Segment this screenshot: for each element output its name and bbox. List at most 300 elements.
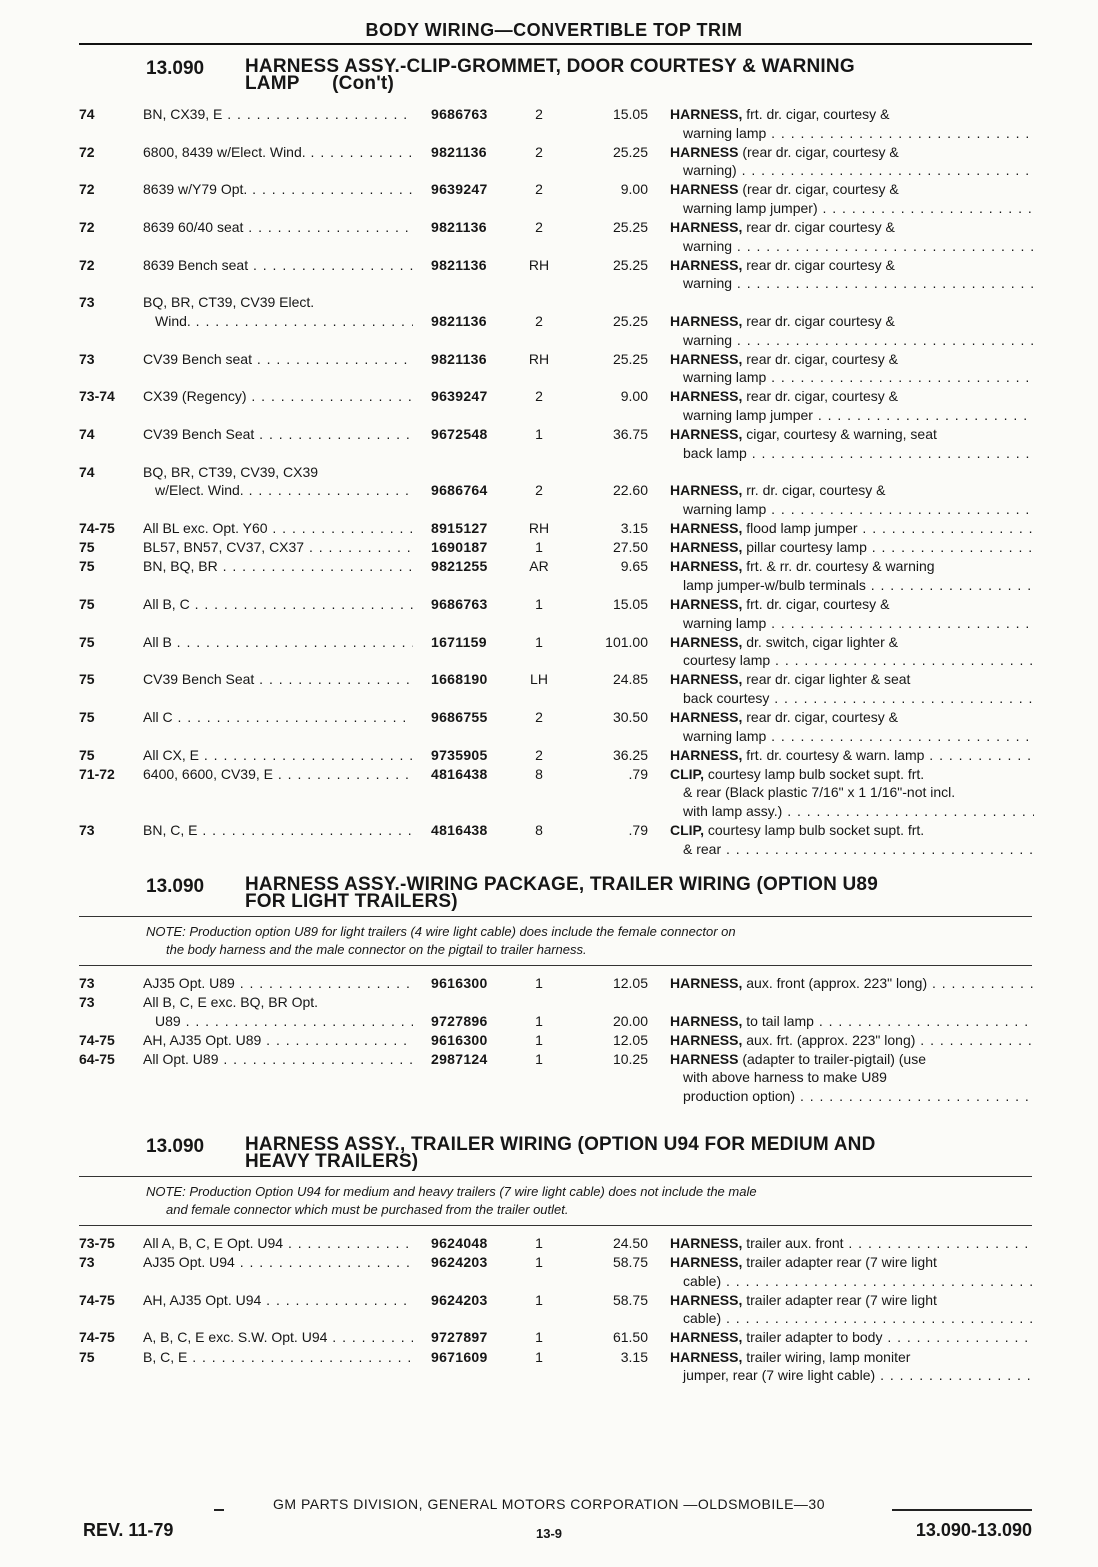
description-cell	[670, 821, 1034, 858]
model-text: CV39 Bench Seat . . .	[143, 425, 413, 444]
description-text: warning lamp	[683, 727, 767, 744]
description-cell	[670, 557, 1034, 594]
description-text: warning	[683, 275, 733, 292]
model-cell	[143, 519, 413, 538]
model-cell	[143, 746, 413, 765]
section-header	[0, 58, 1098, 98]
price-cell: 15.05	[612, 595, 648, 612]
description-keyword: HARNESS,	[670, 709, 743, 726]
model-cell	[143, 1253, 413, 1272]
model-cell	[143, 218, 413, 237]
description-text: rr. dr. cigar, courtesy &	[742, 482, 886, 499]
table-row	[0, 1328, 1098, 1347]
year-cell: 73-74	[79, 388, 115, 405]
price-cell: 20.00	[612, 1012, 648, 1029]
description-cell	[670, 1328, 1034, 1347]
description-keyword: HARNESS,	[670, 1012, 743, 1029]
description-keyword: HARNESS,	[670, 1235, 743, 1251]
table-row	[0, 595, 1098, 633]
part-number-cell: 9624203	[431, 1291, 488, 1308]
model-text: BN, BQ, BR . . .	[143, 557, 413, 576]
description-text: production option)	[683, 1088, 796, 1105]
model-text: w/Elect. Wind. . . .	[143, 481, 413, 500]
section-title-line: HEAVY TRAILERS)	[245, 1151, 419, 1172]
description-text: cigar, courtesy & warning, seat	[742, 426, 937, 443]
table-row	[0, 708, 1098, 746]
price-cell: 36.75	[612, 426, 648, 443]
model-cell	[143, 974, 413, 993]
model-text: BL57, BN57, CV37, CX37 . . .	[143, 538, 413, 557]
quantity-cell: 1	[535, 1291, 543, 1308]
price-cell: 58.75	[612, 1291, 648, 1308]
model-cell	[143, 595, 413, 614]
price-cell: 61.50	[612, 1329, 648, 1346]
section-title	[245, 876, 1025, 910]
description-cell	[670, 519, 1034, 538]
description-keyword: HARNESS,	[670, 633, 743, 650]
description-text: trailer adapter rear (7 wire light	[742, 1254, 937, 1271]
part-number-cell: 1671159	[431, 633, 487, 650]
description-text: & rear (Black plastic 7/16" x 1 1/16"-not incl.	[683, 784, 956, 801]
description-keyword: HARNESS,	[670, 539, 743, 556]
description-line	[670, 1031, 1034, 1050]
part-number-cell: 9686763	[431, 106, 488, 122]
description-line	[670, 1272, 1034, 1291]
year-cell: 74-75	[79, 1031, 115, 1048]
year-cell: 71-72	[79, 765, 115, 782]
part-number-cell: 9616300	[431, 975, 488, 991]
description-line	[670, 1050, 1034, 1069]
section-title-line: LAMP (Con't)	[245, 73, 394, 94]
description-text: aux. frt. (approx. 223" long)	[742, 1031, 916, 1048]
model-text: AJ35 Opt. U89 . . .	[143, 974, 413, 993]
description-cell	[670, 1031, 1034, 1050]
parts-table	[0, 974, 1098, 1106]
quantity-cell: 2	[535, 746, 543, 763]
description-cell	[670, 350, 1034, 387]
description-text: warning lamp	[683, 124, 767, 141]
description-keyword: HARNESS,	[670, 558, 743, 575]
description-keyword: HARNESS	[670, 181, 739, 198]
model-cell	[143, 105, 413, 124]
year-cell: 73	[79, 975, 95, 991]
description-text: warning	[683, 331, 733, 348]
quantity-cell: RH	[528, 256, 550, 273]
description-text: (adapter to trailer-pigtail) (use	[738, 1050, 926, 1067]
description-line	[670, 105, 1034, 124]
description-text: frt. dr. cigar, courtesy &	[742, 106, 890, 122]
model-text: CV39 Bench seat . . .	[143, 350, 413, 369]
section-title	[245, 58, 1025, 92]
model-text: B, C, E . . .	[143, 1348, 413, 1367]
table-row	[0, 218, 1098, 256]
year-cell: 72	[79, 181, 95, 198]
description-line	[670, 1087, 1034, 1106]
description-text: rear dr. cigar courtesy &	[742, 256, 895, 273]
quantity-cell: 1	[535, 426, 543, 443]
description-line	[670, 444, 1034, 463]
table-row	[0, 350, 1098, 388]
description-keyword: HARNESS,	[670, 520, 743, 537]
description-cell	[670, 312, 1034, 349]
description-line	[670, 1309, 1034, 1328]
description-cell	[670, 218, 1034, 255]
description-text: rear dr. cigar, courtesy &	[742, 388, 898, 405]
description-cell	[670, 387, 1034, 424]
model-text: BQ, BR, CT39, CV39 Elect.	[143, 294, 315, 311]
title-rule	[79, 43, 1032, 45]
quantity-cell: 1	[535, 1031, 543, 1048]
description-cell	[670, 1234, 1034, 1253]
model-text: Wind. . . .	[143, 312, 413, 331]
description-line	[670, 199, 1034, 218]
model-cell	[143, 463, 413, 500]
part-number-cell: 9821136	[431, 219, 487, 236]
description-cell	[670, 180, 1034, 217]
year-cell: 75	[79, 633, 95, 650]
model-text: 8639 60/40 seat . . .	[143, 218, 413, 237]
description-keyword: HARNESS,	[670, 350, 743, 367]
description-cell	[670, 105, 1034, 142]
table-row	[0, 538, 1098, 557]
quantity-cell: 1	[535, 539, 543, 556]
price-cell: 27.50	[612, 539, 648, 556]
part-number-cell: 9672548	[431, 426, 488, 443]
description-text: rear dr. cigar, courtesy &	[742, 350, 898, 367]
section-number: 13.090	[146, 1136, 205, 1157]
description-cell	[670, 765, 1034, 821]
quantity-cell: RH	[528, 520, 550, 537]
description-keyword: HARNESS,	[670, 975, 743, 991]
part-number-cell: 9671609	[431, 1348, 488, 1365]
year-cell: 74	[79, 426, 95, 443]
table-row	[0, 765, 1098, 821]
description-text: (rear dr. cigar, courtesy &	[738, 181, 899, 198]
description-keyword: HARNESS,	[670, 256, 743, 273]
quantity-cell: 2	[535, 482, 543, 499]
price-cell: 15.05	[612, 106, 648, 122]
footer-page-number: 13-9	[535, 1526, 563, 1541]
section-title-line: HARNESS ASSY., TRAILER WIRING (OPTION U94 FOR MEDIUM AND	[245, 1134, 876, 1155]
description-line	[670, 1366, 1034, 1385]
model-text: 8639 w/Y79 Opt. . . .	[143, 180, 413, 199]
description-keyword: HARNESS,	[670, 1254, 743, 1271]
description-keyword: HARNESS,	[670, 1329, 743, 1346]
description-text: (rear dr. cigar, courtesy &	[738, 143, 899, 160]
model-cell	[143, 557, 413, 576]
description-cell	[670, 256, 1034, 293]
quantity-cell: 1	[535, 1050, 543, 1067]
quantity-cell: 2	[535, 219, 543, 236]
table-row	[0, 974, 1098, 993]
part-number-cell: 9821255	[431, 558, 488, 575]
description-line	[670, 350, 1034, 369]
table-row	[0, 746, 1098, 765]
year-cell: 75	[79, 595, 95, 612]
quantity-cell: RH	[528, 350, 550, 367]
quantity-cell: 1	[535, 1254, 543, 1271]
price-cell: 25.25	[612, 350, 648, 367]
description-keyword: HARNESS,	[670, 1348, 743, 1365]
section-header	[0, 876, 1098, 916]
price-cell: 9.00	[620, 181, 648, 198]
description-cell	[670, 143, 1034, 180]
year-cell: 75	[79, 558, 95, 575]
description-line	[670, 143, 1034, 162]
description-text: trailer adapter rear (7 wire light	[742, 1291, 937, 1308]
part-number-cell: 4816438	[431, 822, 488, 839]
description-keyword: HARNESS,	[670, 219, 743, 236]
description-keyword: CLIP,	[670, 765, 704, 782]
year-cell: 73	[79, 822, 95, 839]
model-cell	[143, 425, 413, 444]
description-line	[670, 633, 1034, 652]
model-text: A, B, C, E exc. S.W. Opt. U94 . . .	[143, 1328, 413, 1347]
quantity-cell: 8	[535, 765, 543, 782]
description-line	[670, 1328, 1034, 1347]
part-number-cell: 9639247	[431, 388, 488, 405]
price-cell: 25.25	[612, 143, 648, 160]
model-cell	[143, 765, 413, 784]
year-cell: 64-75	[79, 1050, 115, 1067]
description-line	[670, 237, 1034, 256]
description-cell	[670, 425, 1034, 462]
parts-table	[0, 105, 1098, 859]
table-row	[0, 1291, 1098, 1329]
part-number-cell: 9821136	[431, 350, 487, 367]
table-row	[0, 1348, 1098, 1386]
description-text: frt. dr. cigar, courtesy &	[742, 595, 890, 612]
model-cell	[143, 293, 413, 330]
part-number-cell: 9686764	[431, 482, 488, 499]
description-keyword: HARNESS,	[670, 388, 743, 405]
price-cell: 36.25	[612, 746, 648, 763]
description-keyword: HARNESS,	[670, 106, 743, 122]
year-cell: 73-75	[79, 1235, 115, 1251]
model-cell	[143, 1050, 413, 1069]
parts-section	[0, 876, 1098, 1106]
footer-corporation: GM PARTS DIVISION, GENERAL MOTORS CORPORATION —OLDSMOBILE—30	[273, 1496, 825, 1512]
model-text: All C . . .	[143, 708, 413, 727]
quantity-cell: 1	[535, 975, 543, 991]
section-title-line: FOR LIGHT TRAILERS)	[245, 891, 458, 912]
description-text: warning lamp	[683, 614, 767, 631]
description-line	[670, 595, 1034, 614]
model-cell	[143, 1291, 413, 1310]
table-row	[0, 557, 1098, 595]
year-cell: 75	[79, 671, 95, 688]
table-row	[0, 180, 1098, 218]
description-line	[670, 557, 1034, 576]
description-text: with above harness to make U89	[683, 1069, 887, 1086]
description-line	[670, 161, 1034, 180]
description-text: warning lamp	[683, 369, 767, 386]
page-title: BODY WIRING—CONVERTIBLE TOP TRIM	[365, 20, 743, 40]
quantity-cell: 1	[535, 595, 543, 612]
description-line	[670, 670, 1034, 689]
description-line	[670, 614, 1034, 633]
note-line: and female connector which must be purchased from the trailer outlet.	[166, 1202, 569, 1217]
description-line	[670, 256, 1034, 275]
price-cell: 101.00	[605, 633, 648, 650]
parts-section	[0, 1136, 1098, 1385]
section-number: 13.090	[146, 876, 205, 897]
description-text: warning lamp	[683, 500, 767, 517]
description-keyword: HARNESS,	[670, 426, 743, 443]
quantity-cell: 2	[535, 106, 543, 122]
part-number-cell: 9821136	[431, 143, 487, 160]
description-line	[670, 180, 1034, 199]
description-line	[670, 802, 1034, 821]
price-cell: 3.15	[620, 1348, 648, 1365]
price-cell: 10.25	[612, 1050, 648, 1067]
model-text: All B, C . . .	[143, 595, 413, 614]
description-cell	[670, 746, 1034, 765]
table-row	[0, 1253, 1098, 1291]
description-keyword: HARNESS,	[670, 746, 743, 763]
table-row	[0, 519, 1098, 538]
table-row	[0, 1234, 1098, 1253]
description-cell	[670, 670, 1034, 707]
description-text: warning lamp jumper	[683, 407, 813, 424]
description-text: aux. front (approx. 223" long)	[742, 975, 928, 991]
table-row	[0, 821, 1098, 859]
description-line	[670, 331, 1034, 350]
description-line	[670, 708, 1034, 727]
description-text: flood lamp jumper	[742, 520, 858, 537]
part-number-cell: 4816438	[431, 765, 488, 782]
description-keyword: HARNESS	[670, 143, 739, 160]
model-cell	[143, 538, 413, 557]
section-note	[79, 1176, 1032, 1226]
description-line	[670, 783, 1034, 802]
description-cell	[670, 481, 1034, 518]
model-cell	[143, 1031, 413, 1050]
description-text: warning lamp jumper)	[683, 199, 818, 216]
description-text: dr. switch, cigar lighter &	[742, 633, 898, 650]
description-cell	[670, 538, 1034, 557]
table-row	[0, 633, 1098, 671]
model-text: CV39 Bench Seat . . .	[143, 670, 413, 689]
model-text: 8639 Bench seat . . .	[143, 256, 413, 275]
section-number: 13.090	[146, 58, 205, 79]
model-cell	[143, 633, 413, 652]
note-line: NOTE: Production option U89 for light trailers (4 wire light cable) does include the female connector on	[146, 924, 736, 939]
model-cell	[143, 670, 413, 689]
price-cell: 12.05	[612, 1031, 648, 1048]
price-cell: 30.50	[612, 709, 648, 726]
description-line	[670, 974, 1034, 993]
description-line	[670, 840, 1034, 859]
description-cell	[670, 708, 1034, 745]
description-text: rear dr. cigar courtesy &	[742, 313, 895, 330]
description-line	[670, 124, 1034, 143]
price-cell: .79	[628, 765, 648, 782]
model-cell	[143, 1348, 413, 1367]
part-number-cell: 9624203	[431, 1254, 488, 1271]
year-cell: 75	[79, 709, 95, 726]
model-cell	[143, 143, 413, 162]
year-cell: 73	[79, 1254, 95, 1271]
description-keyword: HARNESS,	[670, 1291, 743, 1308]
price-cell: 3.15	[620, 520, 648, 537]
model-cell	[143, 387, 413, 406]
section-title	[245, 1136, 1025, 1170]
model-text: BQ, BR, CT39, CV39, CX39	[143, 463, 319, 480]
year-cell: 75	[79, 1348, 95, 1365]
model-text: All BL exc. Opt. Y60 . . .	[143, 519, 413, 538]
model-text: All Opt. U89 . . .	[143, 1050, 413, 1069]
description-text: back courtesy	[683, 689, 770, 706]
model-cell	[143, 1328, 413, 1347]
part-number-cell: 9686755	[431, 709, 488, 726]
description-line	[670, 1348, 1034, 1367]
description-line	[670, 312, 1034, 331]
year-cell: 75	[79, 539, 95, 556]
price-cell: 24.50	[612, 1235, 648, 1251]
year-cell: 73	[79, 350, 95, 367]
description-text: courtesy lamp	[683, 652, 771, 669]
description-line	[670, 274, 1034, 293]
description-text: frt. & rr. dr. courtesy & warning	[742, 558, 935, 575]
table-row	[0, 670, 1098, 708]
section-title-line: HARNESS ASSY.-WIRING PACKAGE, TRAILER WIRING (OPTION U89	[245, 874, 878, 895]
description-text: courtesy lamp bulb socket supt. frt.	[703, 765, 925, 782]
table-row	[0, 993, 1098, 1031]
description-line	[670, 689, 1034, 708]
model-text: U89 . . .	[143, 1012, 413, 1031]
description-text: cable)	[683, 1272, 722, 1289]
table-row	[0, 1050, 1098, 1106]
model-text: 6800, 8439 w/Elect. Wind. . . .	[143, 143, 413, 162]
model-text: AJ35 Opt. U94 . . .	[143, 1253, 413, 1272]
price-cell: 25.25	[612, 256, 648, 273]
description-text: back lamp	[683, 444, 747, 461]
model-text: AH, AJ35 Opt. U94 . . .	[143, 1291, 413, 1310]
parts-section	[0, 58, 1098, 859]
description-cell	[670, 1291, 1034, 1328]
description-line	[670, 651, 1034, 670]
description-line	[670, 218, 1034, 237]
table-row	[0, 256, 1098, 294]
description-line	[670, 425, 1034, 444]
part-number-cell: 9639247	[431, 181, 488, 198]
table-row	[0, 105, 1098, 143]
description-cell	[670, 974, 1034, 993]
description-line	[670, 368, 1034, 387]
quantity-cell: 2	[535, 709, 543, 726]
description-text: warning	[683, 237, 733, 254]
section-note	[79, 916, 1032, 966]
part-number-cell: 9821136	[431, 256, 487, 273]
quantity-cell: 1	[535, 1012, 543, 1029]
description-text: trailer adapter to body	[742, 1329, 883, 1346]
model-cell	[143, 821, 413, 840]
description-line	[670, 538, 1034, 557]
quantity-cell: 2	[535, 388, 543, 405]
year-cell: 74	[79, 106, 95, 122]
table-row	[0, 463, 1098, 519]
footer-section-range: 13.090-13.090	[915, 1520, 1032, 1540]
model-cell	[143, 350, 413, 369]
description-text: with lamp assy.)	[683, 803, 783, 819]
year-cell: 73	[79, 294, 95, 311]
part-number-cell: 2987124	[431, 1050, 488, 1067]
description-cell	[670, 1253, 1034, 1290]
table-row	[0, 293, 1098, 349]
description-text: rear dr. cigar lighter & seat	[742, 671, 911, 688]
quantity-cell: 2	[535, 181, 543, 198]
